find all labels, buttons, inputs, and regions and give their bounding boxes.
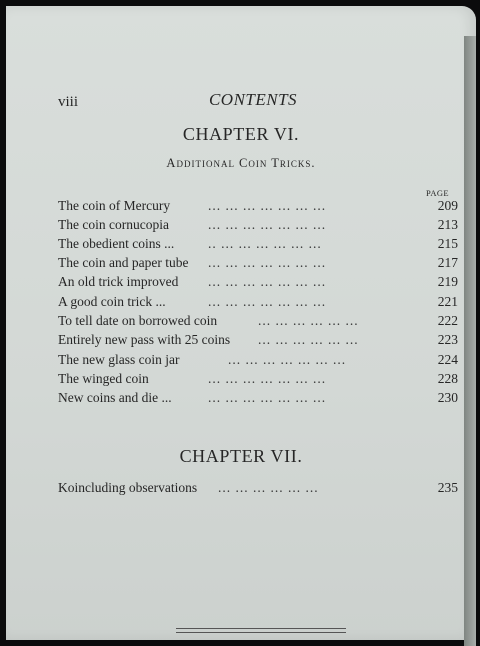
footer-rule — [176, 632, 346, 633]
entry-page: 209 — [437, 198, 458, 213]
toc-entry[interactable] — [58, 352, 458, 370]
toc-entry[interactable] — [58, 255, 458, 273]
leader-dots: ... ... ... ... ... ... ... — [208, 294, 327, 309]
entry-title: The winged coin — [58, 371, 149, 386]
entry-page: 221 — [437, 294, 458, 309]
entry-page: 215 — [437, 236, 458, 251]
running-head — [58, 90, 448, 114]
entry-title: The new glass coin jar — [58, 352, 180, 367]
toc-entry[interactable] — [58, 217, 458, 235]
footer-rule — [176, 628, 346, 629]
toc-entry[interactable] — [58, 274, 458, 292]
toc-entry[interactable] — [58, 371, 458, 389]
chapter-vi-subheading: Additional Coin Tricks. — [166, 156, 316, 170]
entry-title: A good coin trick ... — [58, 294, 166, 309]
entry-page: 222 — [437, 313, 458, 328]
leader-dots: ... ... ... ... ... ... ... — [208, 255, 327, 270]
leader-dots: ... ... ... ... ... ... — [258, 332, 359, 347]
book-page — [6, 6, 476, 640]
toc-entry[interactable] — [58, 332, 458, 350]
entry-page: 213 — [437, 217, 458, 232]
page-number: viii — [58, 94, 79, 110]
leader-dots: ... ... ... ... ... ... ... — [208, 390, 327, 405]
entry-page: 224 — [437, 352, 458, 367]
leader-dots: ... ... ... ... ... ... — [258, 313, 359, 328]
entry-title: Entirely new pass with 25 coins — [58, 332, 231, 347]
chapter-vi-heading: CHAPTER VI. — [182, 124, 300, 144]
toc-entry[interactable] — [58, 480, 458, 498]
toc-entry[interactable] — [58, 390, 458, 408]
toc-entry[interactable] — [58, 198, 458, 216]
leader-dots: ... ... ... ... ... ... ... — [208, 198, 327, 213]
leader-dots: ... ... ... ... ... ... ... — [208, 274, 327, 289]
entry-page: 235 — [437, 480, 458, 495]
entry-title: Koincluding observations — [58, 480, 198, 495]
entry-page: 223 — [437, 332, 458, 347]
entry-title: The coin of Mercury — [58, 198, 171, 213]
entry-title: The obedient coins ... — [58, 236, 175, 251]
entry-title: To tell date on borrowed coin — [58, 313, 218, 328]
entry-title: The coin and paper tube — [58, 255, 189, 270]
entry-title: The coin cornucopia — [58, 217, 169, 232]
leader-dots: ... ... ... ... ... ... ... — [208, 217, 327, 232]
entry-page: 217 — [437, 255, 458, 270]
toc-entry[interactable] — [58, 313, 458, 331]
leader-dots: ... ... ... ... ... ... — [218, 480, 319, 495]
entry-title: An old trick improved — [58, 274, 179, 289]
leader-dots: ... ... ... ... ... ... ... — [208, 371, 327, 386]
entry-page: 219 — [437, 274, 458, 289]
toc-entry[interactable] — [58, 294, 458, 312]
entry-page: 230 — [437, 390, 458, 405]
running-title: CONTENTS — [208, 90, 298, 109]
toc-entry[interactable] — [58, 236, 458, 254]
entry-title: New coins and die ... — [58, 390, 172, 405]
chapter-vii-heading: CHAPTER VII. — [179, 446, 303, 466]
leader-dots: .. ... ... ... ... ... ... — [208, 236, 322, 251]
page-column-label: PAGE — [426, 188, 450, 198]
entry-page: 228 — [437, 371, 458, 386]
leader-dots: ... ... ... ... ... ... ... — [228, 352, 347, 367]
